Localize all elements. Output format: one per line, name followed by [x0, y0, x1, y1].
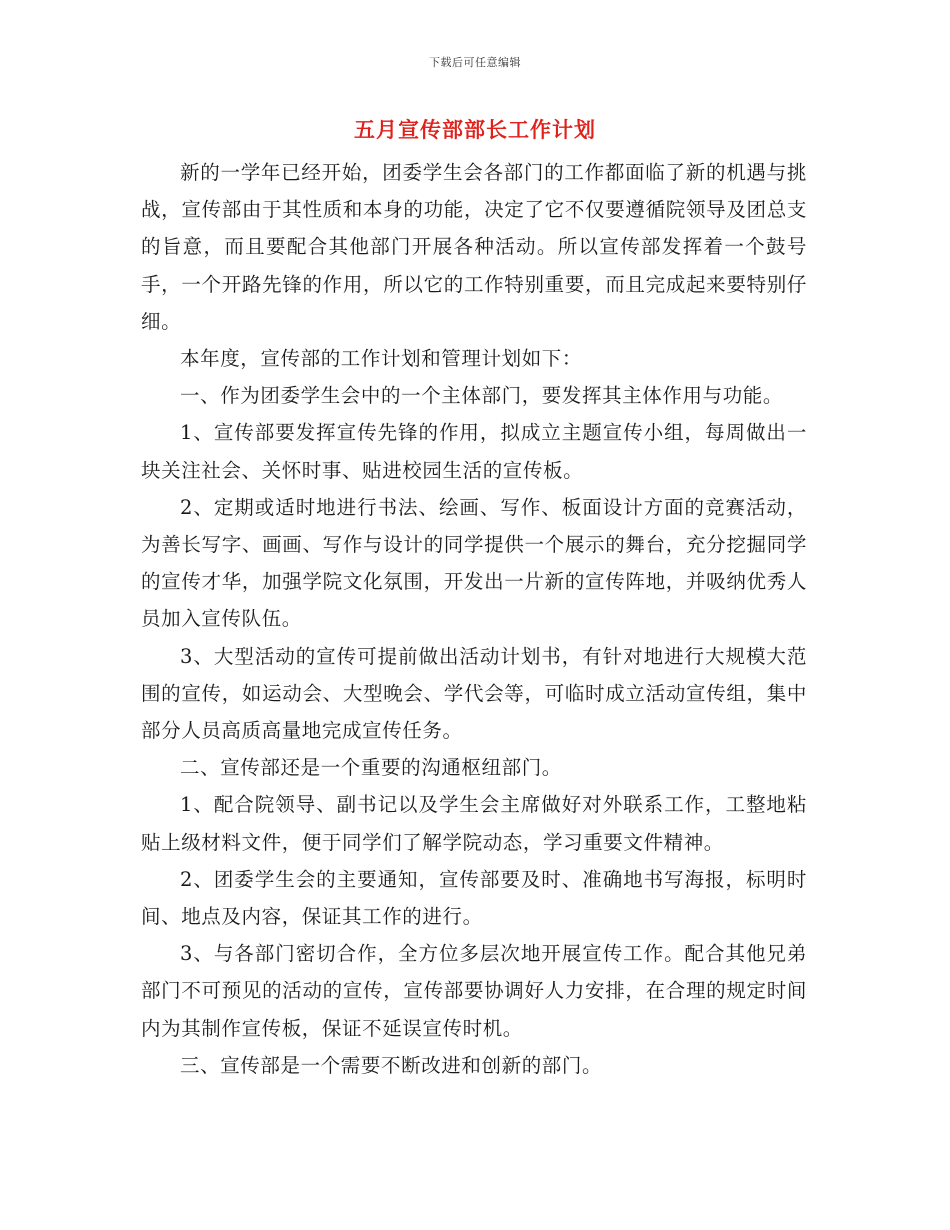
paragraph-2-2: 2、团委学生会的主要通知，宣传部要及时、准确地书写海报，标明时间、地点及内容，保证其工作的进行。: [141, 867, 807, 929]
document-title: 五月宣传部部长工作计划: [354, 117, 596, 142]
paragraph-plan-intro: 本年度，宣传部的工作计划和管理计划如下：: [180, 347, 583, 371]
paragraph-2-3: 3、与各部门密切合作，全方位多层次地开展宣传工作。配合其他兄弟部门不可预见的活动的宣传，宣传部要协调好人力安排，在合理的规定时间内为其制作宣传板，保证不延误宣传时机。: [141, 942, 807, 1040]
paragraph-1-3: 3、大型活动的宣传可提前做出活动计划书，有针对地进行大规模大范围的宣传，如运动会、大型晚会、学代会等，可临时成立活动宣传组，集中部分人员高质高量地完成宣传任务。: [141, 644, 807, 743]
section-heading-3: 三、宣传部是一个需要不断改进和创新的部门。: [180, 1053, 603, 1077]
document-body: [141, 154, 807, 1084]
paragraph-2-1: 1、配合院领导、副书记以及学生会主席做好对外联系工作，工整地粘贴上级材料文件，便于同学们了解学院动态，学习重要文件精神。: [141, 793, 807, 854]
paragraph-1-1: 1、宣传部要发挥宣传先锋的作用，拟成立主题宣传小组，每周做出一块关注社会、关怀时事、贴进校园生活的宣传板。: [141, 421, 807, 482]
section-heading-1: 一、作为团委学生会中的一个主体部门，要发挥其主体作用与功能。: [180, 384, 784, 408]
section-heading-2: 二、宣传部还是一个重要的沟通枢纽部门。: [180, 756, 562, 780]
paragraph-intro: 新的一学年已经开始，团委学生会各部门的工作都面临了新的机遇与挑战，宣传部由于其性质和本身的功能，决定了它不仅要遵循院领导及团总支的旨意，而且要配合其他部门开展各种活动。所以宣传部发挥着一个鼓号手，一个开路先锋的作用，所以它的工作特别重要，而且完成起来要特别仔细。: [141, 161, 807, 333]
header-note: 下载后可任意编辑: [429, 56, 521, 69]
paragraph-1-2: 2、定期或适时地进行书法、绘画、写作、板面设计方面的竞赛活动，为善长写字、画画、写作与设计的同学提供一个展示的舞台，充分挖掘同学的宣传才华，加强学院文化氛围，开发出一片新的宣传阵地，并吸纳优秀人员加入宣传队伍。: [141, 495, 807, 631]
